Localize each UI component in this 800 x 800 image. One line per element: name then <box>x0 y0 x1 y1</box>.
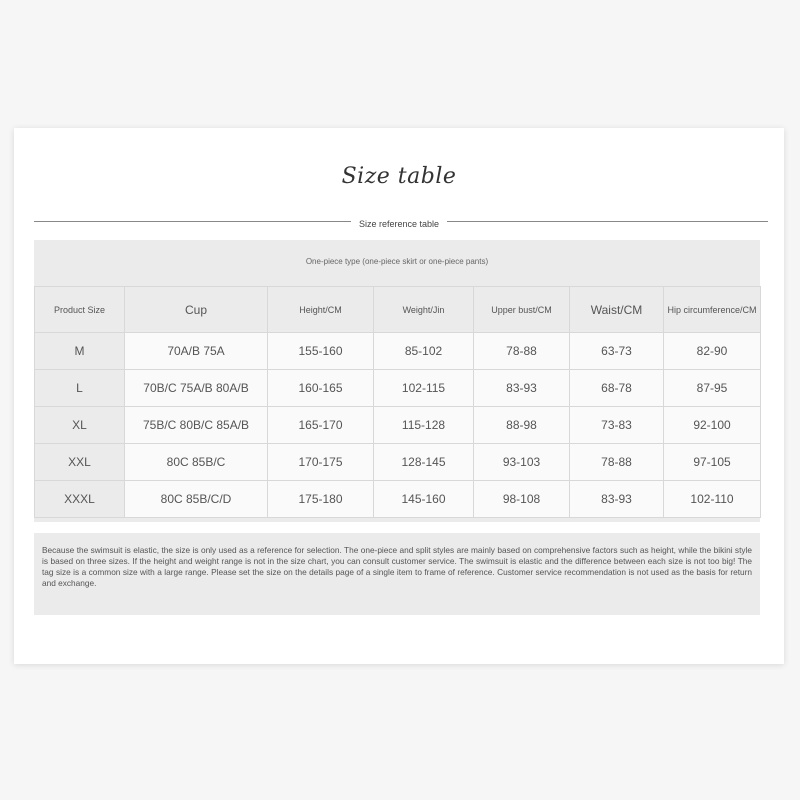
upper-bust-cell: 83-93 <box>474 370 570 407</box>
table-row <box>35 370 761 407</box>
page-title: Size table <box>341 164 457 189</box>
waist-cell: 63-73 <box>570 333 664 370</box>
table-row <box>35 333 761 370</box>
hip-cell: 102-110 <box>664 481 761 518</box>
table-row <box>35 444 761 481</box>
type-label: One-piece type (one-piece skirt or one-piece pants) <box>305 257 489 266</box>
height-cell: 155-160 <box>268 333 374 370</box>
height-cell: 160-165 <box>268 370 374 407</box>
cup-cell: 70A/B 75A <box>125 333 268 370</box>
waist-cell: 83-93 <box>570 481 664 518</box>
waist-cell: 68-78 <box>570 370 664 407</box>
header-upper-bust: Upper bust/CM <box>474 287 570 333</box>
table-row <box>35 481 761 518</box>
weight-cell: 145-160 <box>374 481 474 518</box>
weight-cell: 102-115 <box>374 370 474 407</box>
size-cell: M <box>35 333 125 370</box>
cup-cell: 80C 85B/C/D <box>125 481 268 518</box>
hip-cell: 82-90 <box>664 333 761 370</box>
hip-cell: 97-105 <box>664 444 761 481</box>
height-cell: 165-170 <box>268 407 374 444</box>
upper-bust-cell: 78-88 <box>474 333 570 370</box>
header-waist: Waist/CM <box>570 287 664 333</box>
upper-bust-cell: 88-98 <box>474 407 570 444</box>
table-header-row <box>35 287 761 333</box>
upper-bust-cell: 93-103 <box>474 444 570 481</box>
header-cup: Cup <box>125 287 268 333</box>
size-cell: XXXL <box>35 481 125 518</box>
size-chart-card <box>14 128 784 664</box>
hip-cell: 92-100 <box>664 407 761 444</box>
waist-cell: 78-88 <box>570 444 664 481</box>
weight-cell: 115-128 <box>374 407 474 444</box>
weight-cell: 85-102 <box>374 333 474 370</box>
subtitle <box>14 214 784 232</box>
weight-cell: 128-145 <box>374 444 474 481</box>
table-row <box>35 407 761 444</box>
cup-cell: 75B/C 80B/C 85A/B <box>125 407 268 444</box>
header-hip: Hip circumference/CM <box>664 287 761 333</box>
upper-bust-cell: 98-108 <box>474 481 570 518</box>
size-table-panel <box>34 240 760 522</box>
header-height: Height/CM <box>268 287 374 333</box>
waist-cell: 73-83 <box>570 407 664 444</box>
size-table <box>34 286 761 518</box>
header-product-size: Product Size <box>35 287 125 333</box>
size-cell: L <box>35 370 125 407</box>
height-cell: 175-180 <box>268 481 374 518</box>
height-cell: 170-175 <box>268 444 374 481</box>
size-cell: XXL <box>35 444 125 481</box>
hip-cell: 87-95 <box>664 370 761 407</box>
header-weight: Weight/Jin <box>374 287 474 333</box>
cup-cell: 70B/C 75A/B 80A/B <box>125 370 268 407</box>
cup-cell: 80C 85B/C <box>125 444 268 481</box>
size-cell: XL <box>35 407 125 444</box>
subtitle-text: Size reference table <box>351 219 447 229</box>
size-note: Because the swimsuit is elastic, the size is only used as a reference for selection. The one-piece and split styles are mainly based on comprehensive factors such as height, while the bikini style is based on three sizes. If the height and weight range is not in the size chart, you can consult customer service. The swimsuit is elastic and the difference between each size is not too big! The tag size is a common size with a large range. Please set the size on the details page of a single item to frame of reference. Customer service recommendation is not used as the basis for return and exchange. <box>34 533 760 615</box>
